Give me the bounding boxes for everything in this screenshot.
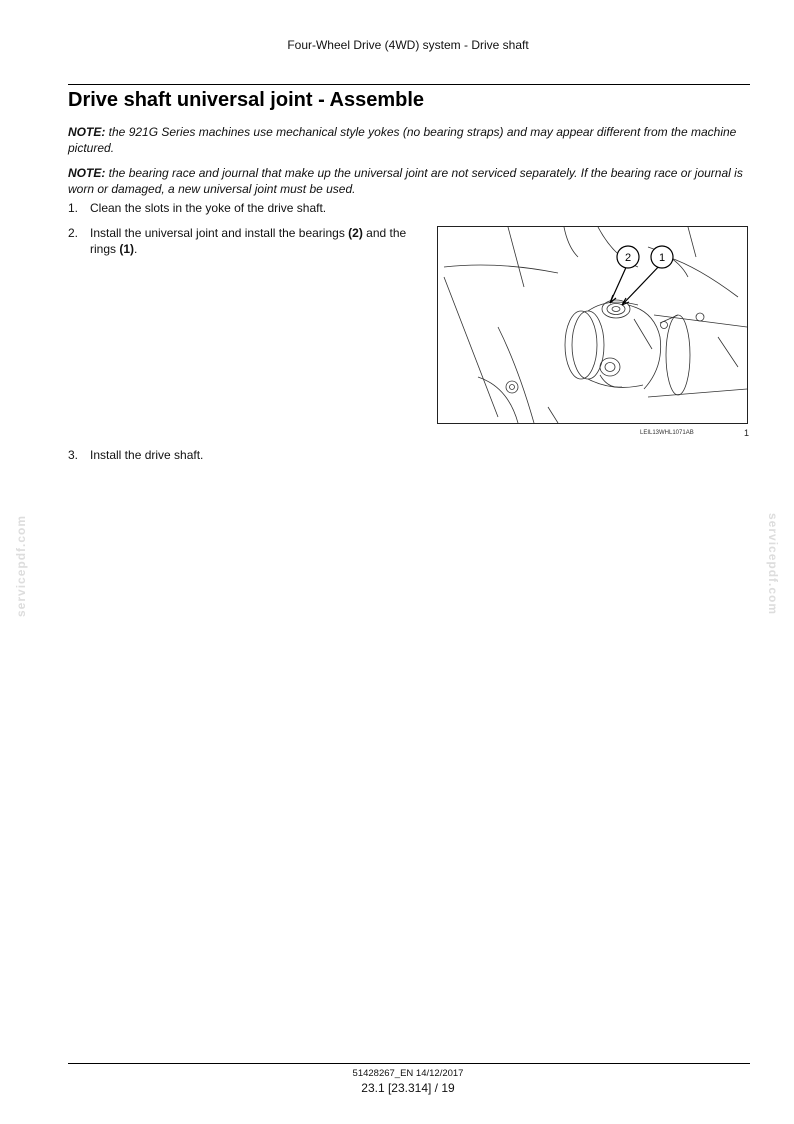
- figure-number: 1: [744, 428, 750, 438]
- step-text: Clean the slots in the yoke of the drive shaft.: [90, 201, 327, 215]
- callout-1: 1: [658, 252, 666, 264]
- note-text: the 921G Series machines use mechanical style yokes (no bearing straps) and may appear different from the machine pictured.: [68, 125, 737, 155]
- header-rule: [68, 84, 750, 85]
- callout-2: 2: [624, 252, 632, 264]
- footer-rule: [68, 1063, 750, 1064]
- step-text-part: Install the universal joint and install the bearings: [90, 226, 349, 240]
- footer-page-number: 23.1 [23.314] / 19: [361, 1081, 455, 1095]
- figure-universal-joint: [437, 226, 748, 424]
- note-mechanical-yokes: [68, 124, 750, 156]
- section-title: Drive shaft universal joint - Assemble: [68, 89, 425, 111]
- step-number: 2.: [68, 226, 79, 240]
- step-text: [90, 225, 416, 257]
- watermark-left: servicepdf.com: [14, 514, 28, 617]
- note-label: NOTE:: [68, 166, 106, 180]
- universal-joint-illustration: [438, 227, 747, 423]
- watermark-right: servicepdf.com: [766, 513, 780, 616]
- ref-bearings: (2): [348, 226, 363, 240]
- footer-document-id: 51428267_EN 14/12/2017: [352, 1068, 464, 1079]
- note-bearing-race: [68, 165, 750, 197]
- step-text-part: .: [134, 242, 138, 256]
- step-text-part: and the rings: [90, 226, 407, 256]
- step-text: Install the drive shaft.: [90, 448, 204, 462]
- step-2: [68, 225, 428, 259]
- ref-rings: (1): [119, 242, 135, 256]
- step-number: 3.: [68, 448, 79, 462]
- step-number: 1.: [68, 201, 79, 215]
- running-header: Four-Wheel Drive (4WD) system - Drive shaft: [287, 38, 529, 52]
- note-label: NOTE:: [68, 125, 106, 139]
- figure-code: LEIL13WHL1071AB: [640, 430, 694, 436]
- note-text: the bearing race and journal that make up the universal joint are not serviced separately. If the bearing race or journal is worn or damaged, a new universal joint must be used.: [68, 166, 743, 196]
